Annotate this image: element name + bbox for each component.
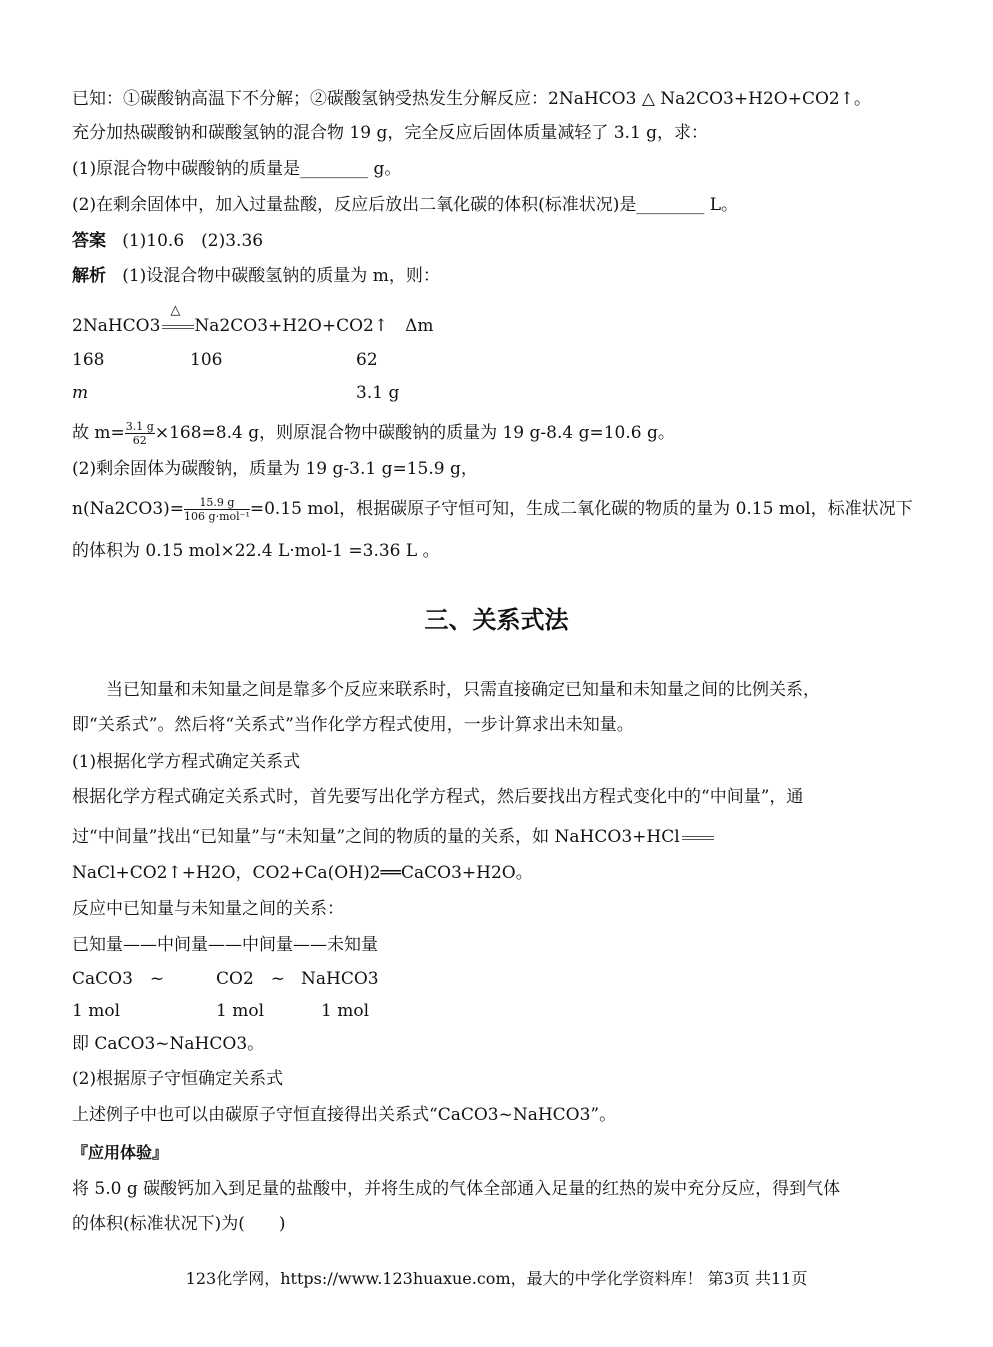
calc-line-3: n(Na2CO3)= $\frac{15.9 g}{\text{106 g·mol⁻¹}}$ =0.15 mol，根据碳原子守恒可知，生成二氧化碳的物质的量为 0.15 mol，标准状况下	[72, 496, 913, 523]
calc-line-4: 的体积为 0.15 mol×22.4 L·mol-1 =3.36 L 。	[72, 541, 440, 561]
calc-line-2: (2)剩余固体为碳酸钠，质量为 19 g-3.1 g=15.9 g，	[72, 459, 478, 479]
section-para-4: 已知量——中间量——中间量——未知量	[72, 935, 378, 955]
fraction-m: $\frac{3.1 g}{62}$	[125, 420, 154, 447]
section-para-3: 反应中已知量与未知量之间的关系：	[72, 899, 344, 919]
answer-label: 答案	[72, 231, 106, 251]
equals-mark	[682, 836, 714, 840]
section-para-6: 上述例子中也可以由碳原子守恒直接得出关系式“CaCO3~NaHCO3”。	[72, 1105, 617, 1125]
experience-label: 『应用体验』	[72, 1143, 169, 1162]
heating-mark: △	[160, 315, 194, 339]
answer-line	[72, 229, 921, 253]
problem-stem: 充分加热碳酸钠和碳酸氢钠的混合物 19 g，完全反应后固体质量减轻了 3.1 g，求：	[72, 123, 709, 143]
experience-question-b: 的体积(标准状况下)为( )	[72, 1214, 286, 1234]
question-1: (1)原混合物中碳酸钠的质量是________ g。	[72, 159, 402, 179]
experience-question-a: 将 5.0 g 碳酸钙加入到足量的盐酸中，并将生成的气体全部通入足量的红热的炭中充分反应，得到气体	[72, 1179, 841, 1199]
section-para-2c: NaCl+CO2↑+H2O，CO2+Ca(OH)2══CaCO3+H2O。	[72, 863, 533, 883]
answer-text: (1)10.6 (2)3.36	[122, 231, 264, 251]
analysis-intro-line	[72, 264, 921, 288]
analysis-label: 解析	[72, 266, 106, 286]
analysis-intro: (1)设混合物中碳酸氢钠的质量为 m，则：	[122, 266, 440, 286]
known-text: 已知：①碳酸钠高温下不分解；②碳酸氢钠受热发生分解反应：2NaHCO3 △ Na2CO3+H2O+CO2↑。	[72, 89, 871, 109]
section-para-2a: 根据化学方程式确定关系式时，首先要写出化学方程式，然后要找出方程式变化中的“中间量”，通	[72, 787, 804, 807]
page-footer: 123化学网，https://www.123huaxue.com，最大的中学化学资料库！ 第3页 共11页	[185, 1269, 808, 1288]
section-para-2b: 过“中间量”找出“已知量”与“未知量”之间的物质的量的关系，如 NaHCO3+HCl	[72, 825, 921, 849]
fraction-n: $\frac{15.9 g}{\text{106 g·mol⁻¹}}$	[184, 496, 250, 523]
subsection-2: (2)根据原子守恒确定关系式	[72, 1069, 284, 1089]
section-para-1a: 当已知量和未知量之间是靠多个反应来联系时，只需直接确定已知量和未知量之间的比例关系，	[72, 680, 820, 700]
section-para-1b: 即“关系式”。然后将“关系式”当作化学方程式使用，一步计算求出未知量。	[72, 715, 634, 735]
analysis-equation: 2NaHCO3 △ Na2CO3+H2O+CO2↑ Δm	[72, 314, 921, 339]
question-2: (2)在剩余固体中，加入过量盐酸，反应后放出二氧化碳的体积(标准状况)是________ L。	[72, 195, 739, 215]
section-para-5: 即 CaCO3~NaHCO3。	[72, 1034, 265, 1054]
calc-line-1: 故 m= $\frac{3.1 g}{62}$ ×168=8.4 g，则原混合物中碳酸钠的质量为 19 g-8.4 g=10.6 g。	[72, 420, 675, 447]
section-heading: 三、关系式法	[424, 605, 569, 634]
subsection-1: (1)根据化学方程式确定关系式	[72, 752, 301, 772]
